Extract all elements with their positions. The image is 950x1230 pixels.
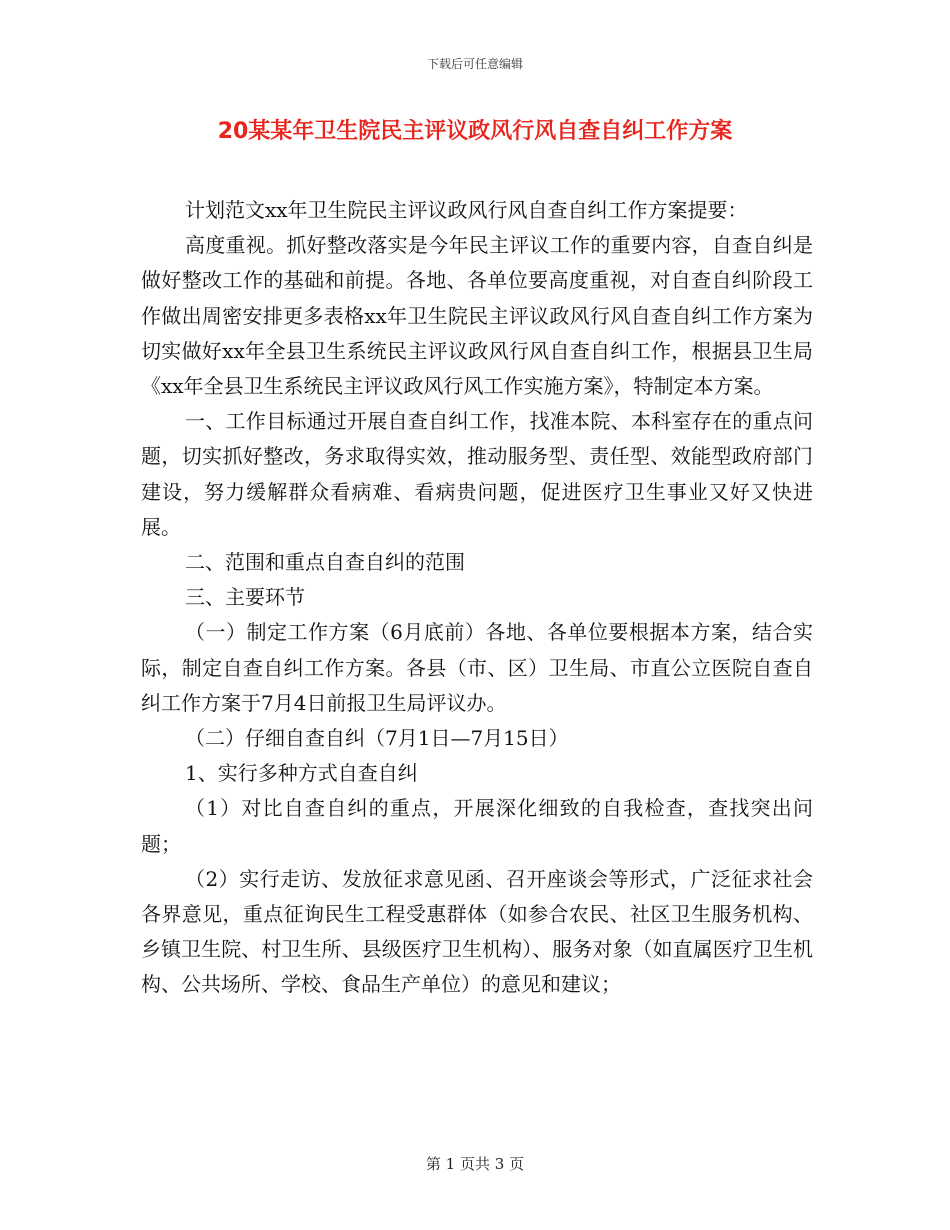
paragraph-summary-intro: 计划范文xx年卫生院民主评议政风行风自查自纠工作方案提要： [185, 198, 748, 222]
page-footer-number: 第 1 页共 3 页 [425, 1155, 525, 1173]
paragraph-item-1-2: （2）实行走访、发放征求意见函、召开座谈会等形式，广泛征求社会各界意见，重点征询民生工程受惠群体（如参合农民、社区卫生服务机构、乡镇卫生院、村卫生所、县级医疗卫生机构）、服务对象（如直属医疗卫生机构、公共场所、学校、食品生产单位）的意见和建议； [141, 866, 813, 997]
document-title: 20某某年卫生院民主评议政风行风自查自纠工作方案 [217, 119, 733, 144]
paragraph-section-2-scope: 二、范围和重点自查自纠的范围 [185, 550, 465, 575]
paragraph-step-2-self-check: （二）仔细自查自纠（7月1日—7月15日） [185, 726, 569, 751]
page-header-note: 下载后可任意编辑 [426, 57, 523, 71]
paragraph-step-1-plan: （一）制定工作方案（6月底前）各地、各单位要根据本方案，结合实际，制定自查自纠工作方案。各县（市、区）卫生局、市直公立医院自查自纠工作方案于7月4日前报卫生局评议办。 [141, 620, 813, 715]
paragraph-importance: 高度重视。抓好整改落实是今年民主评议工作的重要内容，自查自纠是做好整改工作的基础和前提。各地、各单位要高度重视，对自查自纠阶段工作做出周密安排更多表格xx年卫生院民主评议政风行风自查自纠工作方案为切实做好xx年全县卫生系统民主评议政风行风自查自纠工作，根据县卫生局《xx年全县卫生系统民主评议政风行风工作实施方案》，特制定本方案。 [141, 233, 813, 399]
document-body [141, 193, 813, 1003]
paragraph-item-1-methods: 1、实行多种方式自查自纠 [185, 761, 418, 786]
paragraph-item-1-1: （1）对比自查自纠的重点，开展深化细致的自我检查，查找突出问题； [141, 796, 813, 856]
paragraph-section-1-goals: 一、工作目标通过开展自查自纠工作，找准本院、本科室存在的重点问题，切实抓好整改，务求取得实效，推动服务型、责任型、效能型政府部门建设，努力缓解群众看病难、看病贵问题，促进医疗卫生事业又好又快进展。 [141, 409, 813, 539]
paragraph-section-3-steps: 三、主要环节 [185, 585, 305, 610]
